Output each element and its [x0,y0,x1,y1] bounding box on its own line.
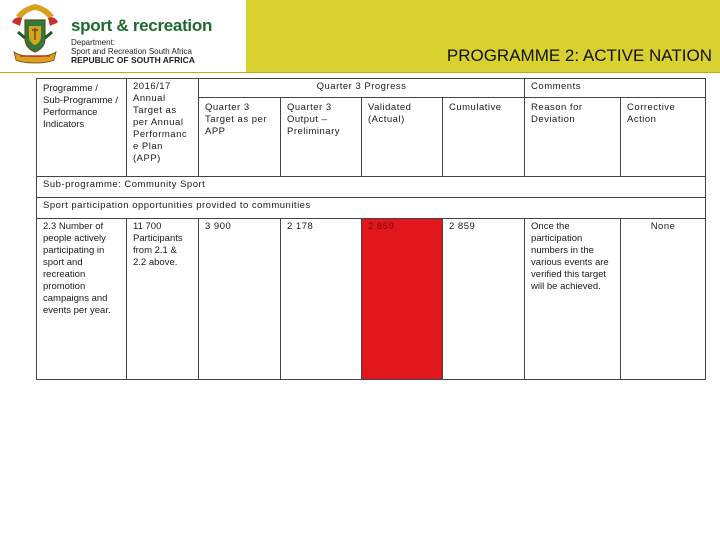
table-row [37,219,706,380]
country-label: REPUBLIC OF SOUTH AFRICA [71,55,195,65]
header-quarter-group: Quarter 3 Progress [199,79,525,98]
coat-of-arms-icon [6,2,64,66]
table-header-row [37,79,706,98]
cell-q3-output: 2 178 [281,219,362,380]
department-line-2: Sport and Recreation South Africa [71,47,192,56]
header-logo-area [0,0,246,72]
header-divider [0,72,720,73]
subprogramme-row [37,177,706,198]
header-validated: Validated (Actual) [362,98,443,177]
cell-indicator: 2.3 Number of people actively participating in sport and recreation promotion campaigns and events per year. [37,219,127,380]
brand-name: sport & recreation [71,16,213,35]
header-q3-target: Quarter 3 Target as per APP [199,98,281,177]
subsection-row [37,198,706,219]
cell-corrective: None [621,219,706,380]
cell-reason: Once the participation numbers in the various events are verified this target will be achieved. [525,219,621,380]
performance-table [36,78,706,380]
header-reason: Reason for Deviation [525,98,621,177]
header-annual-target: 2016/17 Annual Target as per Annual Performanc e Plan (APP) [127,79,199,177]
page-title: PROGRAMME 2: ACTIVE NATION [446,46,712,65]
department-label [71,38,192,56]
header-q3-output: Quarter 3 Output – Preliminary [281,98,362,177]
header-corrective: Corrective Action [621,98,706,177]
cell-cumulative: 2 859 [443,219,525,380]
subprogramme-label: Sub-programme: Community Sport [37,177,706,198]
subsection-label: Sport participation opportunities provided to communities [37,198,706,219]
department-line-1: Department: [71,38,116,47]
header-cumulative: Cumulative [443,98,525,177]
header-programme: Programme / Sub-Programme / Performance Indicators [37,79,127,177]
header-comments-group: Comments [525,79,706,98]
cell-q3-target: 3 900 [199,219,281,380]
cell-annual-target: 11 700 Participants from 2.1 & 2.2 above. [127,219,199,380]
cell-validated: 2 859 [362,219,443,380]
